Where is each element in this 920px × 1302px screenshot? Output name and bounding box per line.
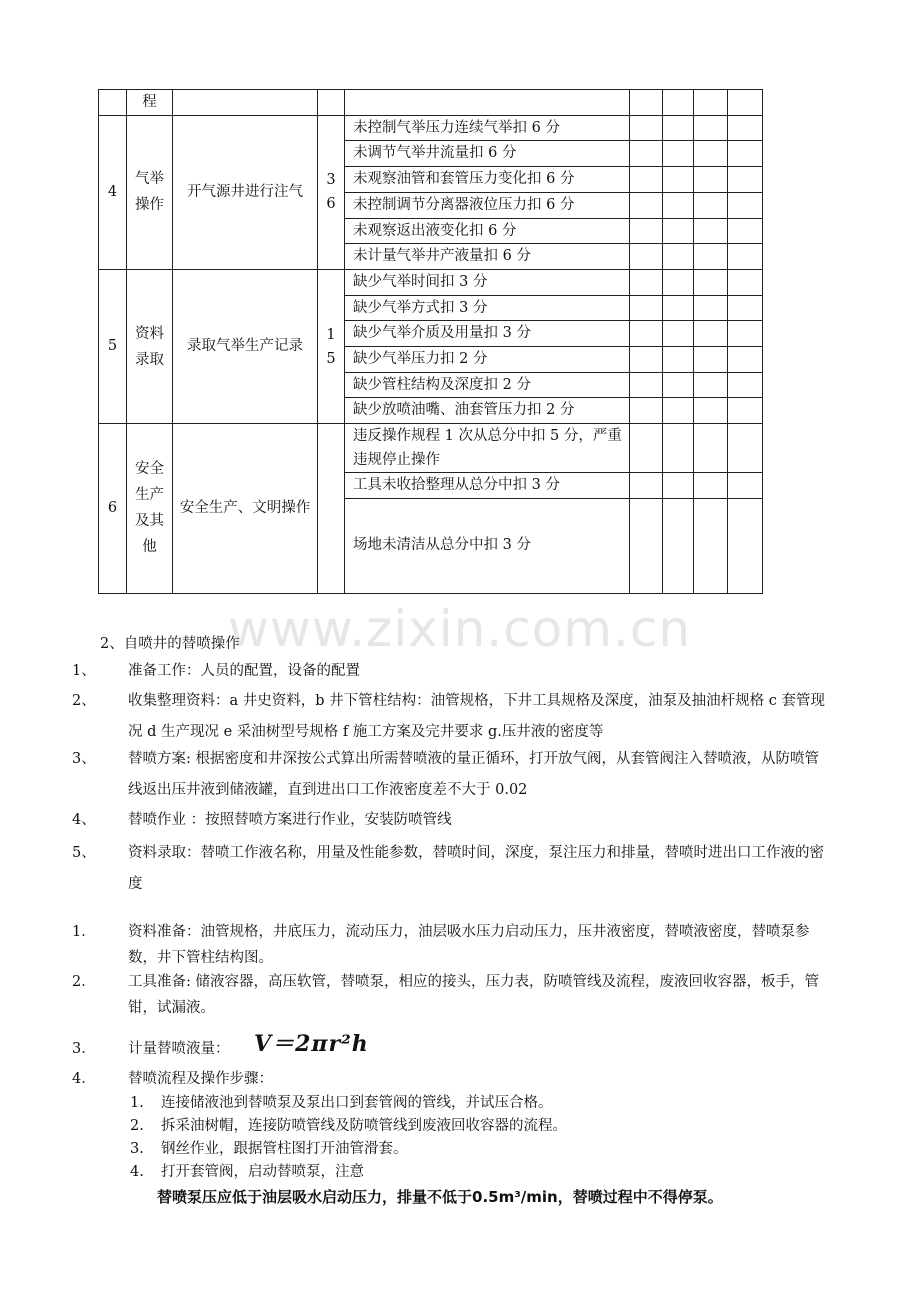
score-cell (663, 295, 694, 321)
criterion: 缺少气举方式扣 3 分 (345, 295, 630, 321)
score-cell (694, 398, 728, 424)
step-text: 打开套管阀，启动替喷泵，注意 (161, 1164, 364, 1180)
item-score (318, 424, 345, 594)
score-cell (694, 295, 728, 321)
item-number: 1、 (72, 663, 96, 679)
step-item (130, 1115, 567, 1137)
item-number: 1． (72, 924, 96, 940)
score-cell (694, 192, 728, 218)
score-cell (728, 473, 763, 499)
criterion: 缺少放喷油嘴、油套管压力扣 2 分 (345, 398, 630, 424)
item-text: 工具准备: 储液容器，高压软管，替喷泵，相应的接头，压力表，防喷管线及流程，废液回收容器，板手，管钳，试漏液。 (128, 974, 819, 1016)
score-cell (663, 192, 694, 218)
score-cell (694, 424, 728, 473)
item-number: 2、 (72, 693, 96, 709)
step-number: 3. (130, 1141, 144, 1157)
step-number: 2. (130, 1118, 144, 1134)
table-cell (99, 90, 127, 116)
score-cell (630, 372, 663, 398)
section3-item (72, 1066, 825, 1092)
item-number: 6 (99, 424, 127, 594)
score-cell (694, 218, 728, 244)
score-cell (663, 424, 694, 473)
score-cell (663, 115, 694, 141)
score-cell (694, 498, 728, 593)
criterion: 未观察油管和套管压力变化扣 6 分 (345, 167, 630, 193)
criterion: 缺少气举压力扣 2 分 (345, 347, 630, 373)
criterion: 未调节气举井流量扣 6 分 (345, 141, 630, 167)
item-number: 3、 (72, 751, 96, 767)
section2-item (72, 838, 825, 900)
score-cell (728, 115, 763, 141)
table-row (99, 90, 763, 116)
score-cell (630, 398, 663, 424)
item-text: 准备工作：人员的配置，设备的配置 (128, 663, 360, 679)
step-item (130, 1092, 553, 1114)
score-cell (630, 192, 663, 218)
score-cell (728, 269, 763, 295)
item-text: 替喷流程及操作步骤： (128, 1071, 273, 1087)
item-score: 15 (318, 269, 345, 423)
item-content: 开气源井进行注气 (173, 115, 318, 269)
item-name: 资料录取 (127, 269, 173, 423)
criterion: 未计量气举井产液量扣 6 分 (345, 244, 630, 270)
score-cell (663, 244, 694, 270)
score-cell (694, 473, 728, 499)
score-cell (694, 269, 728, 295)
criterion: 工具未收拾整理从总分中扣 3 分 (345, 473, 630, 499)
table-cell (694, 90, 728, 116)
section2-item (72, 744, 825, 806)
step-number: 4. (130, 1164, 144, 1180)
score-cell (630, 424, 663, 473)
scoring-table (98, 89, 763, 594)
item-number: 5 (99, 269, 127, 423)
score-cell (728, 347, 763, 373)
score-cell (663, 167, 694, 193)
score-cell (728, 218, 763, 244)
score-cell (630, 115, 663, 141)
table-row (99, 269, 763, 295)
item-text: 替喷作业 ：按照替喷方案进行作业，安装防喷管线 (128, 812, 452, 828)
item-number: 4、 (72, 812, 96, 828)
score-cell (630, 218, 663, 244)
score-cell (663, 141, 694, 167)
item-text: 资料录取：替喷工作液名称，用量及性能参数，替喷时间，深度，泵注压力和排量，替喷时进出口工作液的密度 (128, 845, 824, 892)
score-cell (694, 347, 728, 373)
step-text: 连接储液池到替喷泵及泵出口到套管阀的管线，并试压合格。 (161, 1095, 553, 1111)
note: 替喷泵压应低于油层吸水启动压力，排量不低于0.5m³/min，替喷过程中不得停泵。 (157, 1188, 723, 1206)
score-cell (728, 398, 763, 424)
step-text: 钢丝作业，跟据管柱图打开油管滑套。 (161, 1141, 408, 1157)
score-cell (694, 115, 728, 141)
table-cell (630, 90, 663, 116)
score-cell (663, 498, 694, 593)
item-number: 5、 (72, 845, 96, 861)
step-item (130, 1138, 408, 1160)
score-cell (694, 244, 728, 270)
item-number: 2． (72, 974, 96, 990)
item-text: 收集整理资料：a 井史资料，b 井下管柱结构：油管规格，下井工具规格及深度，油泵及抽油杆规格 c 套管现况 d 生产现况 e 采油树型号规格 f 施工方案及完井要求 g.压井液的密度等 (128, 693, 825, 740)
section2-item (72, 806, 825, 835)
step-text: 拆采油树帽，连接防喷管线及防喷管线到废液回收容器的流程。 (161, 1118, 567, 1134)
section3-item (72, 919, 825, 971)
score-cell (630, 321, 663, 347)
score-cell (663, 372, 694, 398)
score-cell (728, 141, 763, 167)
step-number: 1. (130, 1095, 144, 1111)
score-cell (694, 321, 728, 347)
item-number: 4 (99, 115, 127, 269)
table-cell: 程 (127, 90, 173, 116)
table-cell (728, 90, 763, 116)
formula: V＝2πr²h (254, 1031, 369, 1057)
score-cell (630, 295, 663, 321)
score-cell (728, 498, 763, 593)
item-score: 36 (318, 115, 345, 269)
score-cell (728, 192, 763, 218)
item-content: 安全生产、文明操作 (173, 424, 318, 594)
table-cell (173, 90, 318, 116)
watermark: www.zixin.com.cn (228, 600, 692, 658)
score-cell (630, 269, 663, 295)
criterion: 缺少气举介质及用量扣 3 分 (345, 321, 630, 347)
table-row (99, 115, 763, 141)
score-cell (728, 424, 763, 473)
criterion: 未控制调节分离器液位压力扣 6 分 (345, 192, 630, 218)
score-cell (663, 398, 694, 424)
item-name: 气举操作 (127, 115, 173, 269)
score-cell (630, 244, 663, 270)
score-cell (728, 321, 763, 347)
score-cell (694, 167, 728, 193)
score-cell (630, 167, 663, 193)
score-cell (694, 372, 728, 398)
item-name: 安全生产及其他 (127, 424, 173, 594)
score-cell (663, 347, 694, 373)
score-cell (663, 321, 694, 347)
score-cell (728, 372, 763, 398)
table-row (99, 424, 763, 473)
score-cell (694, 141, 728, 167)
table-cell (318, 90, 345, 116)
score-cell (630, 347, 663, 373)
score-cell (728, 167, 763, 193)
step-item (130, 1161, 364, 1183)
item-number: 4． (72, 1071, 96, 1087)
section2-item (72, 686, 825, 748)
score-cell (728, 244, 763, 270)
table-cell (345, 90, 630, 116)
item-text: 计量替喷液量： (128, 1041, 230, 1057)
score-cell (663, 473, 694, 499)
criterion: 未控制气举压力连续气举扣 6 分 (345, 115, 630, 141)
section3-item (72, 1036, 825, 1062)
score-cell (630, 473, 663, 499)
score-cell (630, 141, 663, 167)
score-cell (663, 269, 694, 295)
item-content: 录取气举生产记录 (173, 269, 318, 423)
table-cell (663, 90, 694, 116)
section3-item (72, 969, 825, 1021)
score-cell (663, 218, 694, 244)
criterion: 缺少气举时间扣 3 分 (345, 269, 630, 295)
score-cell (728, 295, 763, 321)
section2-title: 2、自喷井的替喷操作 (100, 636, 240, 652)
section2-item (72, 657, 825, 686)
item-text: 替喷方案: 根据密度和井深按公式算出所需替喷液的量正循环，打开放气阀，从套管阀注入替喷液，从防喷管线返出压井液到储液罐，直到进出口工作液密度差不大于 0.02 (128, 751, 819, 798)
criterion: 场地未清洁从总分中扣 3 分 (345, 498, 630, 593)
item-number: 3． (72, 1041, 96, 1057)
criterion: 未观察返出液变化扣 6 分 (345, 218, 630, 244)
criterion: 违反操作规程 1 次从总分中扣 5 分，严重违规停止操作 (345, 424, 630, 473)
item-text: 资料准备：油管规格，井底压力，流动压力，油层吸水压力启动压力，压井液密度，替喷液密度，替喷泵参数，井下管柱结构图。 (128, 924, 810, 966)
criterion: 缺少管柱结构及深度扣 2 分 (345, 372, 630, 398)
score-cell (630, 498, 663, 593)
